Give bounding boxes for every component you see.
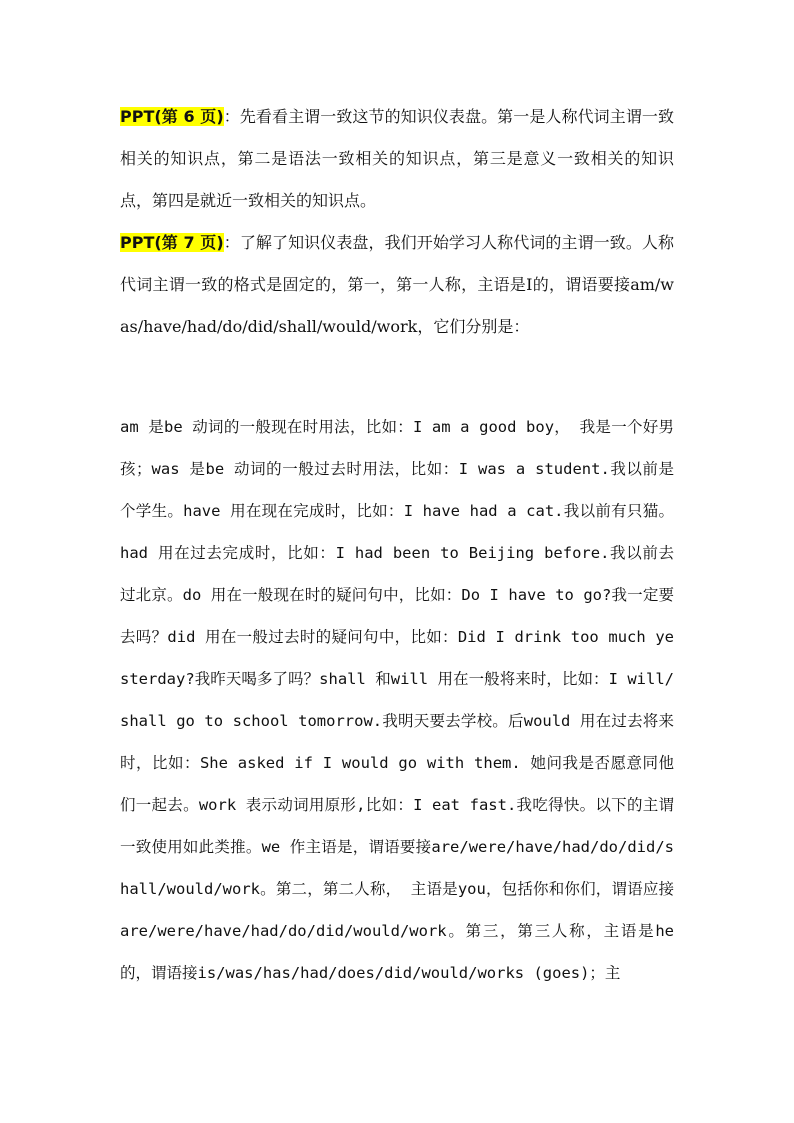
- ppt-label-6: PPT(第 6 页): [120, 107, 224, 126]
- ppt-section-6-text: ：先看看主谓一致这节的知识仪表盘。第一是人称代词主谓一致相关的知识点，第二是语法一致相关的知识点，第三是意义一致相关的知识点，第四是就近一致相关的知识点。: [120, 107, 674, 210]
- ppt-section-7-text: ：了解了知识仪表盘，我们开始学习人称代词的主谓一致。人称代词主谓一致的格式是固定的，第一，第一人称，主语是I的，谓语要接am/was/have/had/do/did/shall/would/work，它们分别是：: [120, 233, 674, 336]
- ppt-section-6: [120, 96, 674, 222]
- ppt-section-7: [120, 222, 674, 348]
- document-page: [120, 96, 674, 994]
- paragraph-gap: [120, 348, 674, 406]
- ppt-label-7: PPT(第 7 页): [120, 233, 224, 252]
- body-paragraph: am 是be 动词的一般现在时用法，比如：I am a good boy， 我是一个好男孩；was 是be 动词的一般过去时用法，比如：I was a student.我以前是个学生。have 用在现在完成时，比如：I have had a cat.我以前有只猫。had 用在过去完成时，比如：I had been to Beijing before.我以前去过北京。do 用在一般现在时的疑问句中，比如：Do I have to go?我一定要去吗？did 用在一般过去时的疑问句中，比如：Did I drink too much yesterday?我昨天喝多了吗？shall 和will 用在一般将来时，比如：I will/shall go to school tomorrow.我明天要去学校。后would 用在过去将来时，比如：She asked if I would go with them. 她问我是否愿意同他们一起去。work 表示动词用原形,比如：I eat fast.我吃得快。以下的主谓一致使用如此类推。we 作主语是，谓语要接are/were/have/had/do/did/shall/would/work。第二，第二人称， 主语是you，包括你和你们，谓语应接are/were/have/had/do/did/would/work。第三，第三人称，主语是he 的，谓语接is/was/has/had/does/did/would/works (goes)；主: [120, 418, 674, 982]
